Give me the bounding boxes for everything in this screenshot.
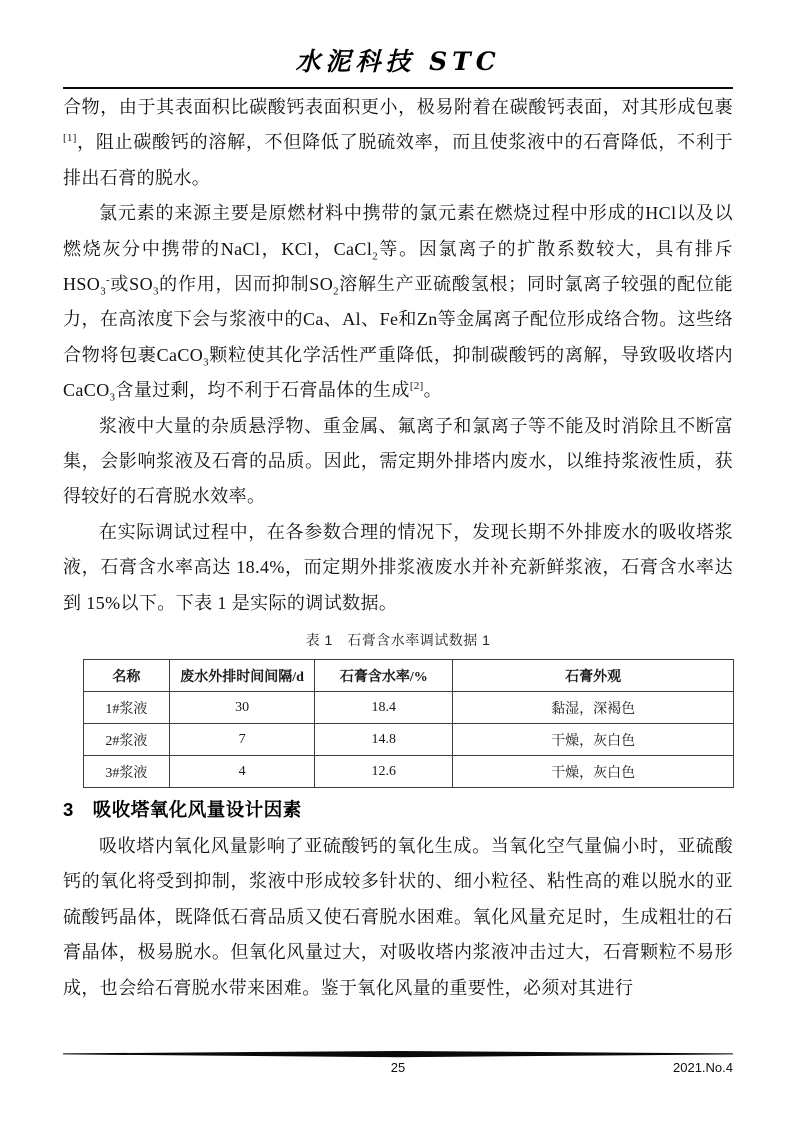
cell-name: 3#浆液 bbox=[84, 756, 170, 788]
journal-title: 水泥科技 STC bbox=[295, 47, 501, 76]
header-rule bbox=[63, 87, 733, 89]
header-cell-name: 名称 bbox=[84, 660, 170, 692]
body-text-block bbox=[63, 90, 733, 621]
cell-name: 2#浆液 bbox=[84, 724, 170, 756]
table-row bbox=[84, 724, 734, 756]
body-paragraph: 合物，由于其表面积比碳酸钙表面积更小，极易附着在碳酸钙表面，对其形成包裹[1]，阻止碳酸钙的溶解，不但降低了脱硫效率，而且使浆液中的石膏降低，不利于排出石膏的脱水。 bbox=[63, 97, 733, 188]
cell-interval: 30 bbox=[169, 692, 315, 724]
header-cell-moisture: 石膏含水率/% bbox=[315, 660, 453, 692]
cell-interval: 7 bbox=[169, 724, 315, 756]
cell-appearance: 黏湿，深褐色 bbox=[453, 692, 734, 724]
section-3-block bbox=[63, 796, 733, 1006]
table-section bbox=[63, 630, 733, 788]
cell-moisture: 14.8 bbox=[315, 724, 453, 756]
issue-label: 2021.No.4 bbox=[673, 1060, 733, 1075]
section-heading: 3 吸收塔氧化风量设计因素 bbox=[63, 799, 302, 820]
cell-name: 1#浆液 bbox=[84, 692, 170, 724]
table-row bbox=[84, 692, 734, 724]
cell-moisture: 18.4 bbox=[315, 692, 453, 724]
header-cell-appearance: 石膏外观 bbox=[453, 660, 734, 692]
cell-interval: 4 bbox=[169, 756, 315, 788]
body-paragraph: 氯元素的来源主要是原燃材料中携带的氯元素在燃烧过程中形成的HCl以及以燃烧灰分中携带的NaCl，KCl，CaCl$_2$等。因氯离子的扩散系数较大，具有排斥$HSO_3^-$或$SO_3$的作用，因而抑制$SO_2$溶解生产亚硫酸氢根；同时氯离子较强的配位能力，在高浓度下会与浆液中的Ca、Al、Fe和Zn等金属离子配位形成络合物。这些络合物将包裹CaCO$_3$颗粒使其化学活性严重降低，抑制碳酸钙的离解，导致吸收塔内CaCO$_3$含量过剩，均不利于石膏晶体的生成[2]。 bbox=[63, 203, 733, 404]
body-paragraph: 在实际调试过程中，在各参数合理的情况下，发现长期不外排废水的吸收塔浆液，石膏含水率高达 18.4%，而定期外排浆液废水并补充新鲜浆液，石膏含水率达到 15%以下。下表 1 是实际的调试数据。 bbox=[63, 521, 733, 613]
body-paragraph: 浆液中大量的杂质悬浮物、重金属、氟离子和氯离子等不能及时消除且不断富集，会影响浆液及石膏的品质。因此，需定期外排塔内废水，以维持浆液性质，获得较好的石膏脱水效率。 bbox=[63, 415, 733, 507]
cell-appearance: 干燥，灰白色 bbox=[453, 724, 734, 756]
section-text-block bbox=[63, 829, 733, 1006]
cell-appearance: 干燥，灰白色 bbox=[453, 756, 734, 788]
page-number: 25 bbox=[390, 1060, 406, 1075]
table-row bbox=[84, 756, 734, 788]
data-table bbox=[83, 659, 734, 788]
header-cell-interval: 废水外排时间间隔/d bbox=[169, 660, 315, 692]
body-paragraph: 吸收塔内氧化风量影响了亚硫酸钙的氧化生成。当氧化空气量偏小时，亚硫酸钙的氧化将受到抑制，浆液中形成较多针状的、细小粒径、粘性高的难以脱水的亚硫酸钙晶体，既降低石膏品质又使石膏脱水困难。氧化风量充足时，生成粗壮的石膏晶体，极易脱水。但氧化风量过大，对吸收塔内浆液冲击过大，石膏颗粒不易形成，也会给石膏脱水带来困难。鉴于氧化风量的重要性，必须对其进行 bbox=[63, 836, 733, 998]
cell-moisture: 12.6 bbox=[315, 756, 453, 788]
table-caption: 表 1 石膏含水率调试数据 1 bbox=[305, 632, 491, 648]
footer-rule bbox=[63, 1051, 733, 1058]
table-header-row bbox=[84, 660, 734, 692]
